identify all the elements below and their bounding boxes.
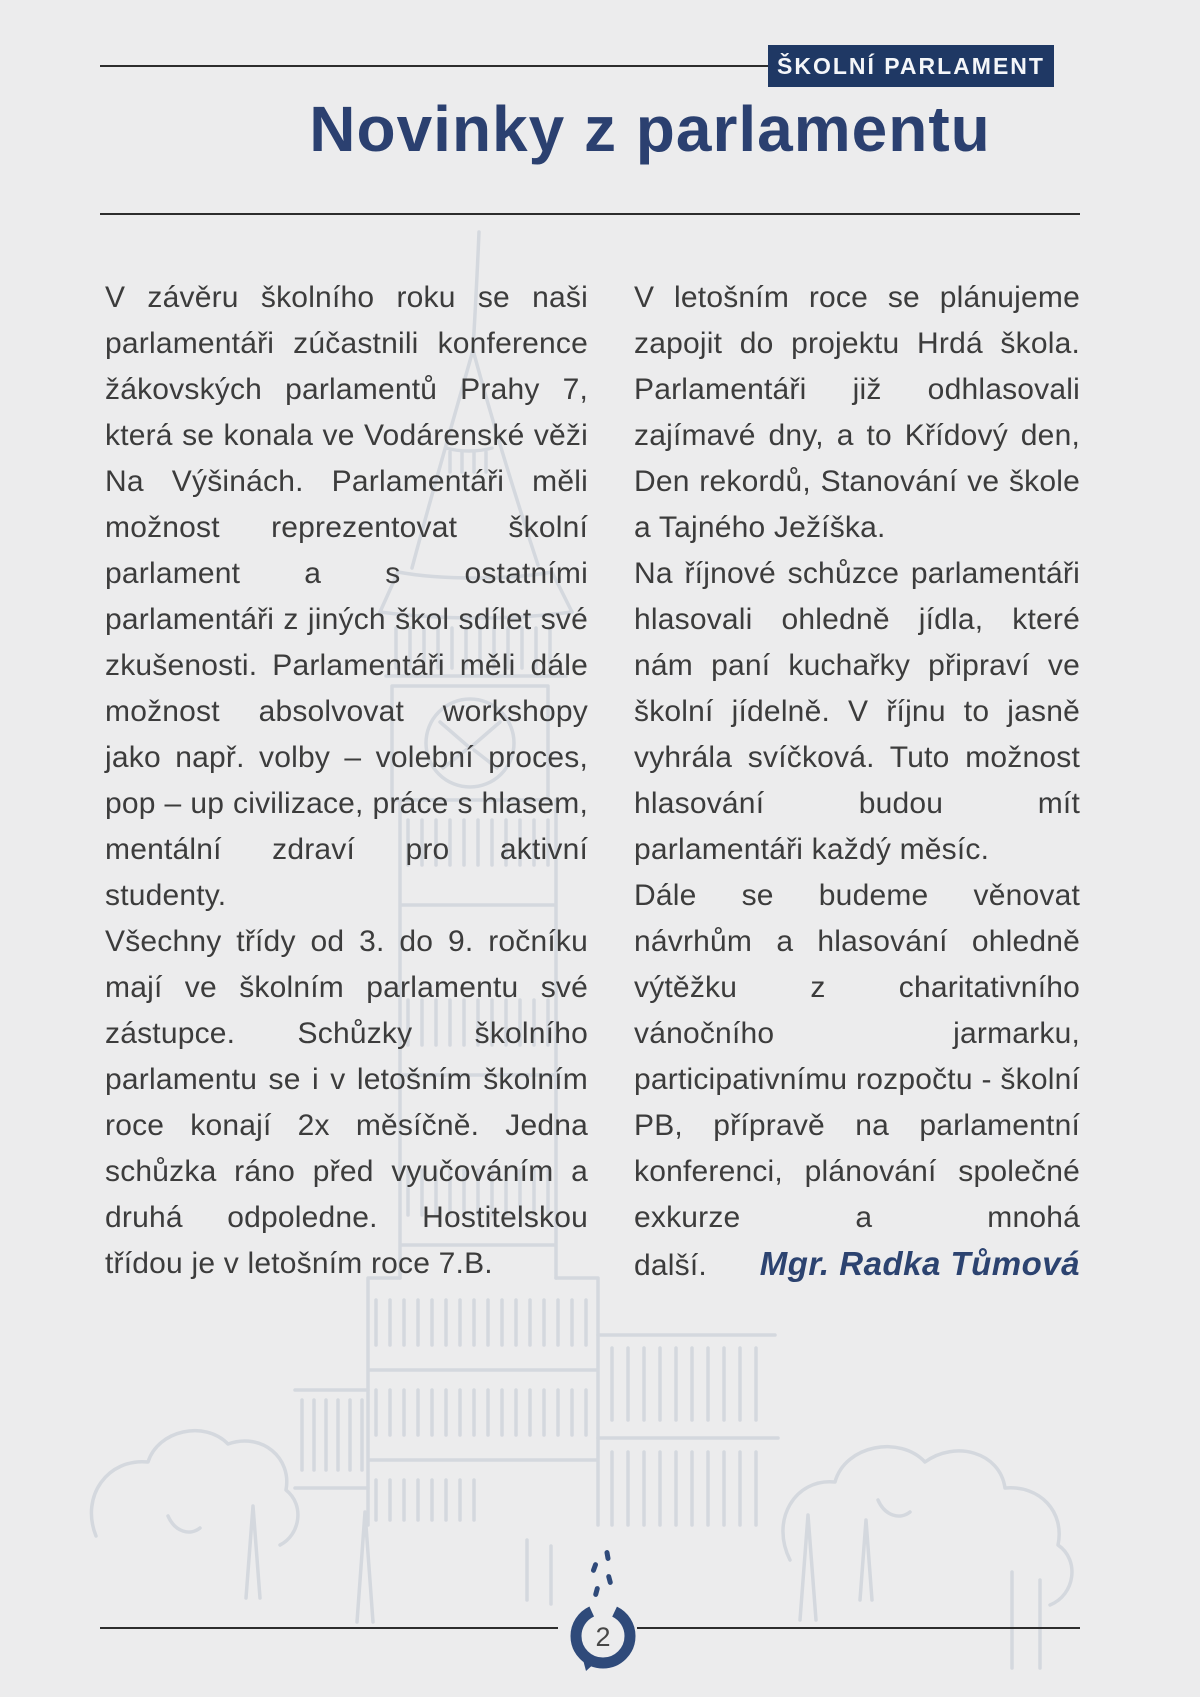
section-badge-label: ŠKOLNÍ PARLAMENT: [777, 52, 1045, 79]
article-body: [105, 275, 1080, 1289]
header-rule: [100, 65, 768, 67]
article-right-column: [634, 275, 1080, 1289]
page-number: 2: [595, 1622, 611, 1652]
signature-row: [634, 1241, 1080, 1289]
article-left-column: [105, 275, 588, 1289]
footprints-icon: [584, 1542, 626, 1600]
paragraph: Na říjnové schůzce parlamentáři hlasovali ohledně jídla, které nám paní kuchařky připraví ve školní jídelně. V říjnu to jasně vyhrála svíčková. Tuto možnost hlasování budou mít parlamentáři každý měsíc.: [634, 557, 1080, 866]
paragraph-tail: další.: [634, 1249, 707, 1282]
footer-rule: [637, 1627, 1080, 1629]
page-number-badge-icon: [565, 1596, 641, 1672]
section-badge: [768, 45, 1054, 87]
author-signature: Mgr. Radka Tůmová: [759, 1245, 1080, 1282]
paragraph: Všechny třídy od 3. do 9. ročníku mají ve školním parlamentu své zástupce. Schůzky školního parlamentu se i v letošním školním roce konají 2x měsíčně. Jedna schůzka ráno před vyučováním a druhá odpoledne. Hostitelskou třídou je v letošním roce 7.B.: [105, 925, 588, 1280]
page-title: Novinky z parlamentu: [309, 93, 991, 165]
title-underline-rule: [100, 213, 1080, 215]
footer-rule: [100, 1627, 558, 1629]
paragraph: V letošním roce se plánujeme zapojit do projektu Hrdá škola. Parlamentáři již odhlasovali zajímavé dny, a to Křídový den, Den rekordů, Stanování ve škole a Tajného Ježíška.: [634, 281, 1080, 544]
paragraph: V závěru školního roku se naši parlamentáři zúčastnili konference žákovských parlamentů Prahy 7, která se konala ve Vodárenské věži Na Výšinách. Parlamentáři měli možnost reprezentovat školní parlament a s ostatními parlamentáři z jiných škol sdílet své zkušenosti. Parlamentáři měli dále možnost absolvovat workshopy jako např. volby – volební proces, pop – up civilizace, práce s hlasem, mentální zdraví pro aktivní studenty.: [105, 281, 588, 912]
paragraph: Dále se budeme věnovat návrhům a hlasování ohledně výtěžku z charitativního vánočního jarmarku, participativnímu rozpočtu - školní PB, přípravě na parlamentní konferenci, plánování společné exkurze a mnohá: [634, 879, 1080, 1234]
